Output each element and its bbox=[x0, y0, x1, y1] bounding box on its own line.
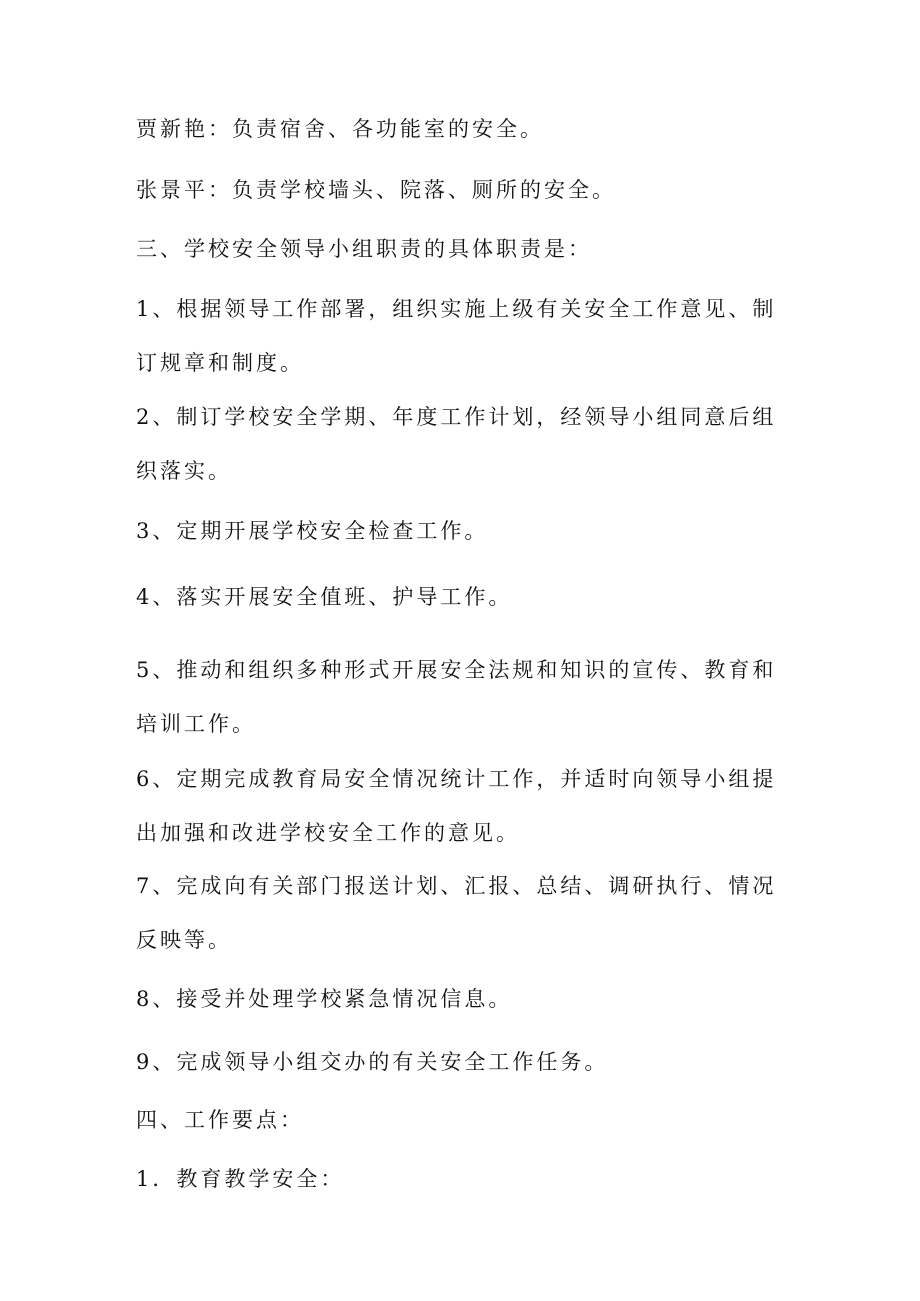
section-heading-three: 三、学校安全领导小组职责的具体职责是： bbox=[136, 237, 592, 261]
paragraph-jia-xinyan: 贾新艳：负责宿舍、各功能室的安全。 bbox=[136, 117, 544, 141]
duty-item-5: 5、推动和组织多种形式开展安全法规和知识的宣传、教育和培训工作。 bbox=[136, 658, 777, 736]
section-heading-four: 四、工作要点： bbox=[136, 1108, 304, 1132]
duty-item-3: 3、定期开展学校安全检查工作。 bbox=[136, 519, 489, 543]
duty-item-2: 2、制订学校安全学期、年度工作计划，经领导小组同意后组织落实。 bbox=[136, 405, 777, 483]
duty-item-4: 4、落实开展安全值班、护导工作。 bbox=[136, 585, 513, 609]
duty-item-7: 7、完成向有关部门报送计划、汇报、总结、调研执行、情况反映等。 bbox=[136, 874, 777, 952]
duty-item-9: 9、完成领导小组交办的有关安全工作任务。 bbox=[136, 1050, 609, 1074]
paragraph-zhang-jingping: 张景平：负责学校墙头、院落、厕所的安全。 bbox=[136, 178, 616, 202]
duty-item-8: 8、接受并处理学校紧急情况信息。 bbox=[136, 987, 513, 1011]
work-point-1: 1．教育教学安全： bbox=[136, 1167, 345, 1191]
duty-item-6: 6、定期完成教育局安全情况统计工作，并适时向领导小组提出加强和改进学校安全工作的意见。 bbox=[136, 767, 777, 845]
duty-item-1: 1、根据领导工作部署，组织实施上级有关安全工作意见、制订规章和制度。 bbox=[136, 297, 777, 375]
